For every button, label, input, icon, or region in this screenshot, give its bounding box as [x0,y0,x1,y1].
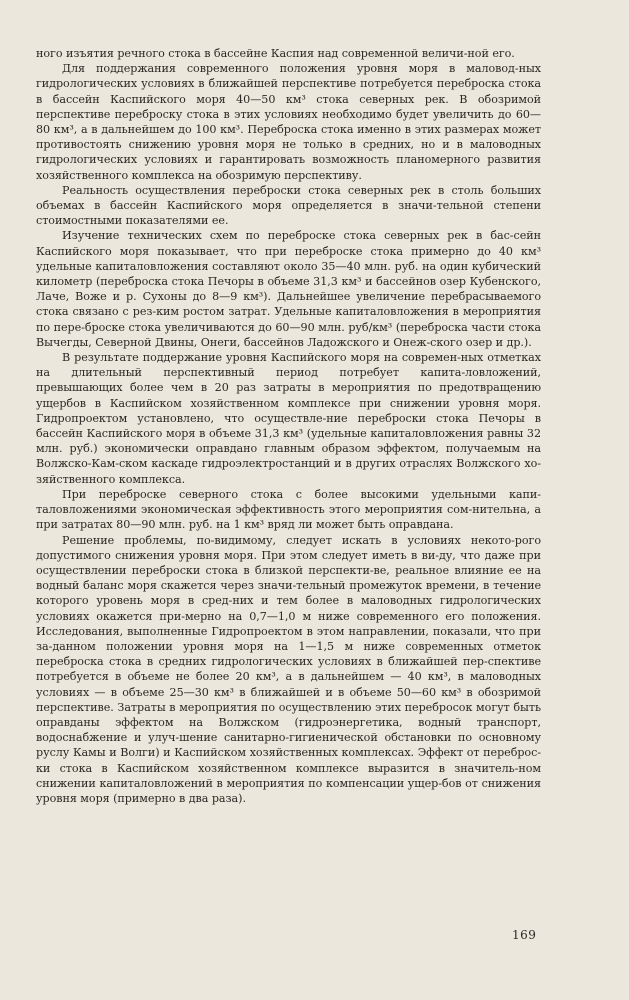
paragraph: В результате поддержание уровня Каспийского моря на современ-ных отметках на длительный перспективный период потребует капита-ловложений, превышающих более чем в 20 раз затраты в мероприятия по предотвращению ущербов в Каспийском хозяйственном комплексе при снижении уровня моря. Гидропроектом установлено, что осуществле-ние переброски стока Печоры в бассейн Каспийского моря в объеме 31,3 км³ (удельные капиталовложения равны 32 млн. руб.) экономически оправдано главным образом эффектом, получаемым на Волжско-Кам-ском каскаде гидроэлектростанций и в других отраслях Волжского хо-зяйственного комплекса. [36,351,541,486]
paragraph: Реальность осуществления переброски стока северных рек в столь больших объемах в бассейн Каспийского моря определяется в значи-тельной степени стоимостными показателями ее. [36,183,541,228]
paragraph: Для поддержания современного положения уровня моря в маловод-ных гидрологических условиях в ближайшей перспективе потребуется переброска стока в бассейн Каспийского моря 40—50 км³ стока северных рек. В обозримой перспективе переброску стока в этих условиях необходимо будет увеличить до 60—80 км³, а в дальнейшем до 100 км³. Переброска стока именно в этих размерах может противостоять снижению уровня моря не только в средних, но и в маловодных гидрологических условиях и гарантировать возможность планомерного развития хозяйственного комплекса на обозримую перспективу. [36,62,541,182]
paragraph: Решение проблемы, по-видимому, следует искать в условиях некото-рого допустимого снижения уровня моря. При этом следует иметь в ви-ду, что даже при осуществлении переброски стока в близкой перспекти-ве, реальное влияние ее на водный баланс моря скажется через значи-тельный промежуток времени, в течение которого уровень моря в сред-них и тем более в маловодных гидрологических условиях окажется при-мерно на 0,7—1,0 м ниже современного его положения. Исследования, выполненные Гидропроектом в этом направлении, показали, что при за-данном положении уровня моря на 1—1,5 м ниже современных отметок переброска стока в средних гидрологических условиях в ближайшей пер-спективе потребуется в объеме не более 20 км³, а в дальнейшем — 40 км³, в маловодных условиях — в объеме 25—30 км³ в ближайшей и в объеме 50—60 км³ в обозримой перспективе. Затраты в мероприятия по осуществлению этих перебросок могут быть оправданы эффектом на Волжском (гидроэнергетика, водный транспорт, водоснабжение и улуч-шение санитарно-гигиенической обстановки по основному руслу Камы и Волги) и Каспийском хозяйственных комплексах. Эффект от переброс-ки стока в Каспийском хозяйственном комплексе выразится в значитель-ном снижении капиталовложений в мероприятия по компенсации ущер-бов от снижения уровня моря (примерно в два раза). [36,533,541,805]
paragraph: Изучение технических схем по переброске стока северных рек в бас-сейн Каспийского моря показывает, что при переброске стока примерно до 40 км³ удельные капиталовложения составляют около 35—40 млн. руб. на один кубический километр (переброска стока Печоры в объеме 31,3 км³ и бассейнов озер Кубенского, Лаче, Воже и р. Сухоны до 8—9 км³). Дальнейшее увеличение перебрасываемого стока связано с рез-ким ростом затрат. Удельные капиталовложения в мероприятия по пере-броске стока увеличиваются до 60—90 млн. руб/км³ (переброска части стока Вычегды, Северной Двины, Онеги, бассейнов Ладожского и Онеж-ского озер и др.). [36,229,541,349]
page-number: 169 [512,928,537,942]
body-text [36,46,541,806]
paragraph-continuation: ного изъятия речного стока в бассейне Каспия над современной величи-ной его. [36,47,515,60]
paragraph: При переброске северного стока с более высокими удельными капи-таловложениями экономическая эффективность этого мероприятия сом-нительна, а при затратах 80—90 млн. руб. на 1 км³ вряд ли может быть оправдана. [36,487,541,532]
